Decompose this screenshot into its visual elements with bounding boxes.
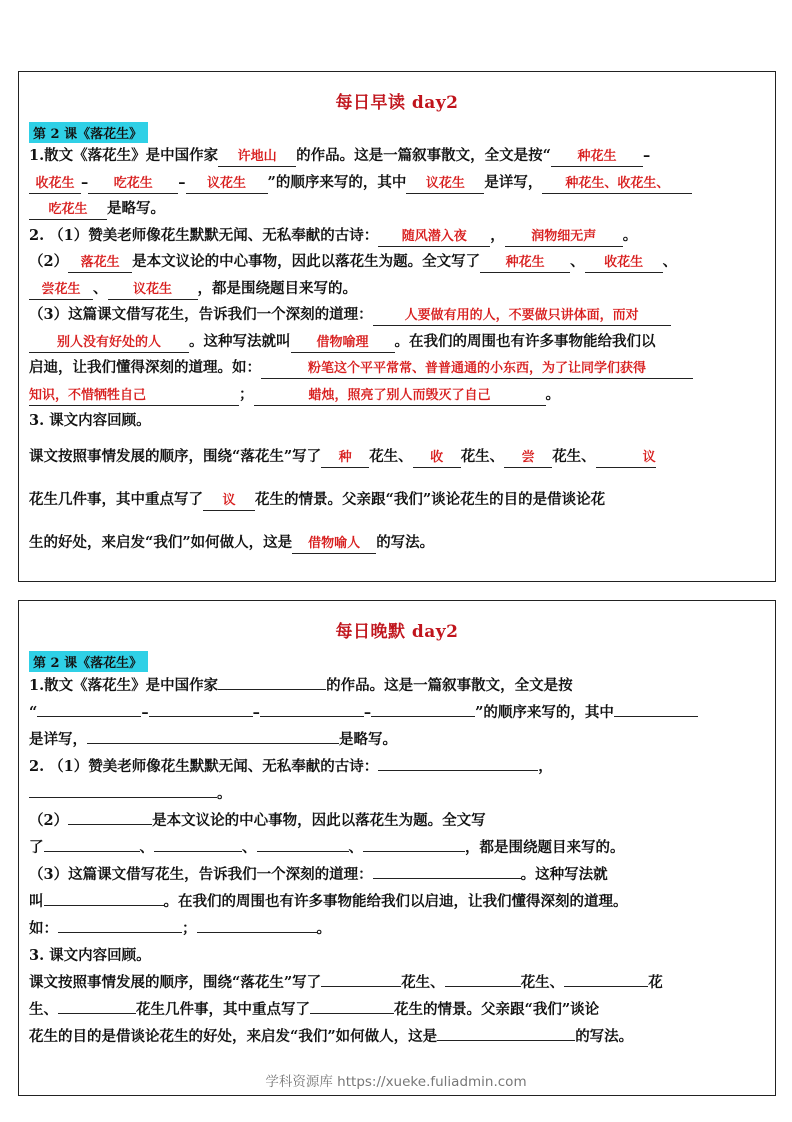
evening-q2-p3-line3: 如： ； 。 <box>29 920 331 937</box>
evening-q1-line3: 是详写， 是略写。 <box>29 731 397 748</box>
blank-order-2[interactable] <box>149 716 253 717</box>
morning-q3-line3: 生的好处，来启发“我们”如何做人，这是 借物喻人 的写法。 <box>29 521 763 564</box>
answer-example-2: 蜡烛，照亮了别人而毁灭了自己 <box>254 387 546 406</box>
morning-q3-heading: 3. 课文内容回顾。 <box>29 412 151 429</box>
evening-body <box>19 672 775 1050</box>
evening-q2-p2-line2: 了 、 、 、 ，都是围绕题目来写的。 <box>29 839 625 856</box>
blank-part-1[interactable] <box>44 851 140 852</box>
answer-order-1: 种花生 <box>551 148 643 167</box>
blank-zhong[interactable] <box>321 986 401 987</box>
answer-principle-2: 别人没有好处的人 <box>29 334 189 353</box>
evening-dictation-card <box>18 600 776 1096</box>
blank-part-4[interactable] <box>363 851 465 852</box>
blank-example-2[interactable] <box>197 932 317 933</box>
answer-zhong: 种 <box>321 449 369 468</box>
blank-center-object[interactable] <box>68 824 152 825</box>
evening-q2-p3-line1: （3）这篇课文借写花生，告诉我们一个深刻的道理： 。这种写法就 <box>29 866 608 883</box>
evening-q3-line2: 生、 花生几件事，其中重点写了 花生的情景。父亲跟“我们”谈论 <box>29 1001 600 1018</box>
answer-detailed: 议花生 <box>406 175 484 194</box>
morning-q1-line2: 收花生 – 吃花生 – 议花生 ”的顺序来写的，其中 议花生 是详写， 种花生、收花生、 <box>29 170 763 197</box>
answer-order-2: 收花生 <box>29 175 81 194</box>
blank-order-3[interactable] <box>260 716 364 717</box>
evening-q1-line1: 1.散文《落花生》是中国作家 的作品。这是一篇叙事散文，全文是按 <box>29 677 573 694</box>
answer-order-4: 议花生 <box>186 175 268 194</box>
footer-watermark: 学科资源库 https://xueke.fuliadmin.com <box>265 1074 527 1090</box>
answer-brief-1: 种花生、收花生、 <box>542 175 692 194</box>
blank-poem-1[interactable] <box>378 770 538 771</box>
answer-shou: 收 <box>413 449 461 468</box>
morning-q2-p3-line4: 知识，不惜牺牲自己 ； 蜡烛，照亮了别人而毁灭了自己 。 <box>29 382 763 409</box>
answer-principle-1: 人要做有用的人，不要做只讲体面，而对 <box>373 307 671 326</box>
blank-brief[interactable] <box>87 743 339 744</box>
blank-part-2[interactable] <box>154 851 242 852</box>
morning-q2-p3-line3: 启迪，让我们懂得深刻的道理。如： 粉笔这个平平常常、普普通通的小东西，为了让同学们获得 <box>29 355 763 382</box>
evening-q2-p1-line1: 2. （1）赞美老师像花生默默无闻、无私奉献的古诗： ， <box>29 758 553 775</box>
evening-q3-line3: 花生的目的是借谈论花生的好处，来启发“我们”如何做人，这是 的写法。 <box>29 1028 634 1045</box>
answer-part-2: 收花生 <box>585 254 663 273</box>
morning-q1-line3: 吃花生 是略写。 <box>29 196 763 223</box>
answer-center-object: 落花生 <box>68 254 132 273</box>
blank-order-1[interactable] <box>37 716 141 717</box>
answer-brief-2: 吃花生 <box>29 201 107 220</box>
evening-title: 每日晚默 day2 <box>335 622 459 642</box>
answer-poem-2: 润物细无声 <box>505 228 623 247</box>
morning-body <box>19 143 775 564</box>
answer-method: 借物喻人 <box>292 535 376 554</box>
answer-yi: 议 <box>596 449 656 468</box>
blank-writing-method[interactable] <box>44 905 164 906</box>
morning-q2-p2-line2: 尝花生 、 议花生 ，都是围绕题目来写的。 <box>29 276 763 303</box>
morning-q2-p3-line1: （3）这篇课文借写花生，告诉我们一个深刻的道理： 人要做有用的人，不要做只讲体面，而对 <box>29 302 763 329</box>
morning-q3-line2: 花生几件事，其中重点写了 议 花生的情景。父亲跟“我们”谈论花生的目的是借谈论花 <box>29 478 763 521</box>
blank-yi-focus[interactable] <box>310 1013 394 1014</box>
blank-method[interactable] <box>437 1040 575 1041</box>
evening-q2-p1-line2: 。 <box>29 780 763 807</box>
answer-writing-method: 借物喻理 <box>291 334 395 353</box>
blank-poem-2[interactable] <box>29 797 217 798</box>
evening-q3-line1: 课文按照事情发展的顺序，围绕“落花生”写了 花生、 花生、 花 <box>29 974 663 991</box>
morning-title: 每日早读 day2 <box>335 93 459 113</box>
morning-q3-line1: 课文按照事情发展的顺序，围绕“落花生”写了 种 花生、 收 花生、 尝 花生、 议 <box>29 435 763 478</box>
answer-author: 许地山 <box>218 148 296 167</box>
blank-chang[interactable] <box>564 986 648 987</box>
morning-reading-card <box>18 71 776 582</box>
evening-q2-p3-line2: 叫 。在我们的周围也有许多事物能给我们以启迪，让我们懂得深刻的道理。 <box>29 893 628 910</box>
evening-q2-p2-line1: （2） 是本文议论的中心事物，因此以落花生为题。全文写 <box>29 812 486 829</box>
blank-yi[interactable] <box>58 1013 136 1014</box>
morning-q2-p2-line1: （2） 落花生 是本文议论的中心事物，因此以落花生为题。全文写了 种花生 、 收花生 、 <box>29 249 763 276</box>
morning-q3-body <box>29 435 763 564</box>
answer-example-1-cont: 知识，不惜牺牲自己 <box>29 387 239 406</box>
answer-yi-focus: 议 <box>203 492 255 511</box>
evening-q3-heading: 3. 课文内容回顾。 <box>29 947 151 964</box>
morning-q2-p1: 2. （1）赞美老师像花生默默无闻、无私奉献的古诗： 随风潜入夜 ， 润物细无声 。 <box>29 223 763 250</box>
answer-poem-1: 随风潜入夜 <box>378 228 490 247</box>
answer-part-4: 议花生 <box>108 281 198 300</box>
blank-example-1[interactable] <box>58 932 182 933</box>
blank-shou[interactable] <box>445 986 521 987</box>
blank-order-4[interactable] <box>371 716 475 717</box>
answer-chang: 尝 <box>504 449 552 468</box>
morning-q2-p3-line2: 别人没有好处的人 。这种写法就叫 借物喻理 。在我们的周围也有许多事物能给我们以 <box>29 329 763 356</box>
morning-q1-line1: 1.散文《落花生》是中国作家 许地山 的作品。这是一篇叙事散文，全文是按“ 种花生 – <box>29 143 763 170</box>
answer-part-3: 尝花生 <box>29 281 93 300</box>
evening-lesson-badge: 第 2 课《落花生》 <box>29 651 148 672</box>
evening-q1-line2: “ – – – ”的顺序来写的，其中 <box>29 699 763 726</box>
blank-detailed[interactable] <box>614 716 698 717</box>
morning-lesson-badge: 第 2 课《落花生》 <box>29 122 148 143</box>
blank-principle[interactable] <box>373 878 521 879</box>
blank-part-3[interactable] <box>257 851 349 852</box>
answer-order-3: 吃花生 <box>88 175 178 194</box>
answer-part-1: 种花生 <box>480 254 570 273</box>
blank-author[interactable] <box>218 689 326 690</box>
answer-example-1: 粉笔这个平平常常、普普通通的小东西，为了让同学们获得 <box>261 360 693 379</box>
